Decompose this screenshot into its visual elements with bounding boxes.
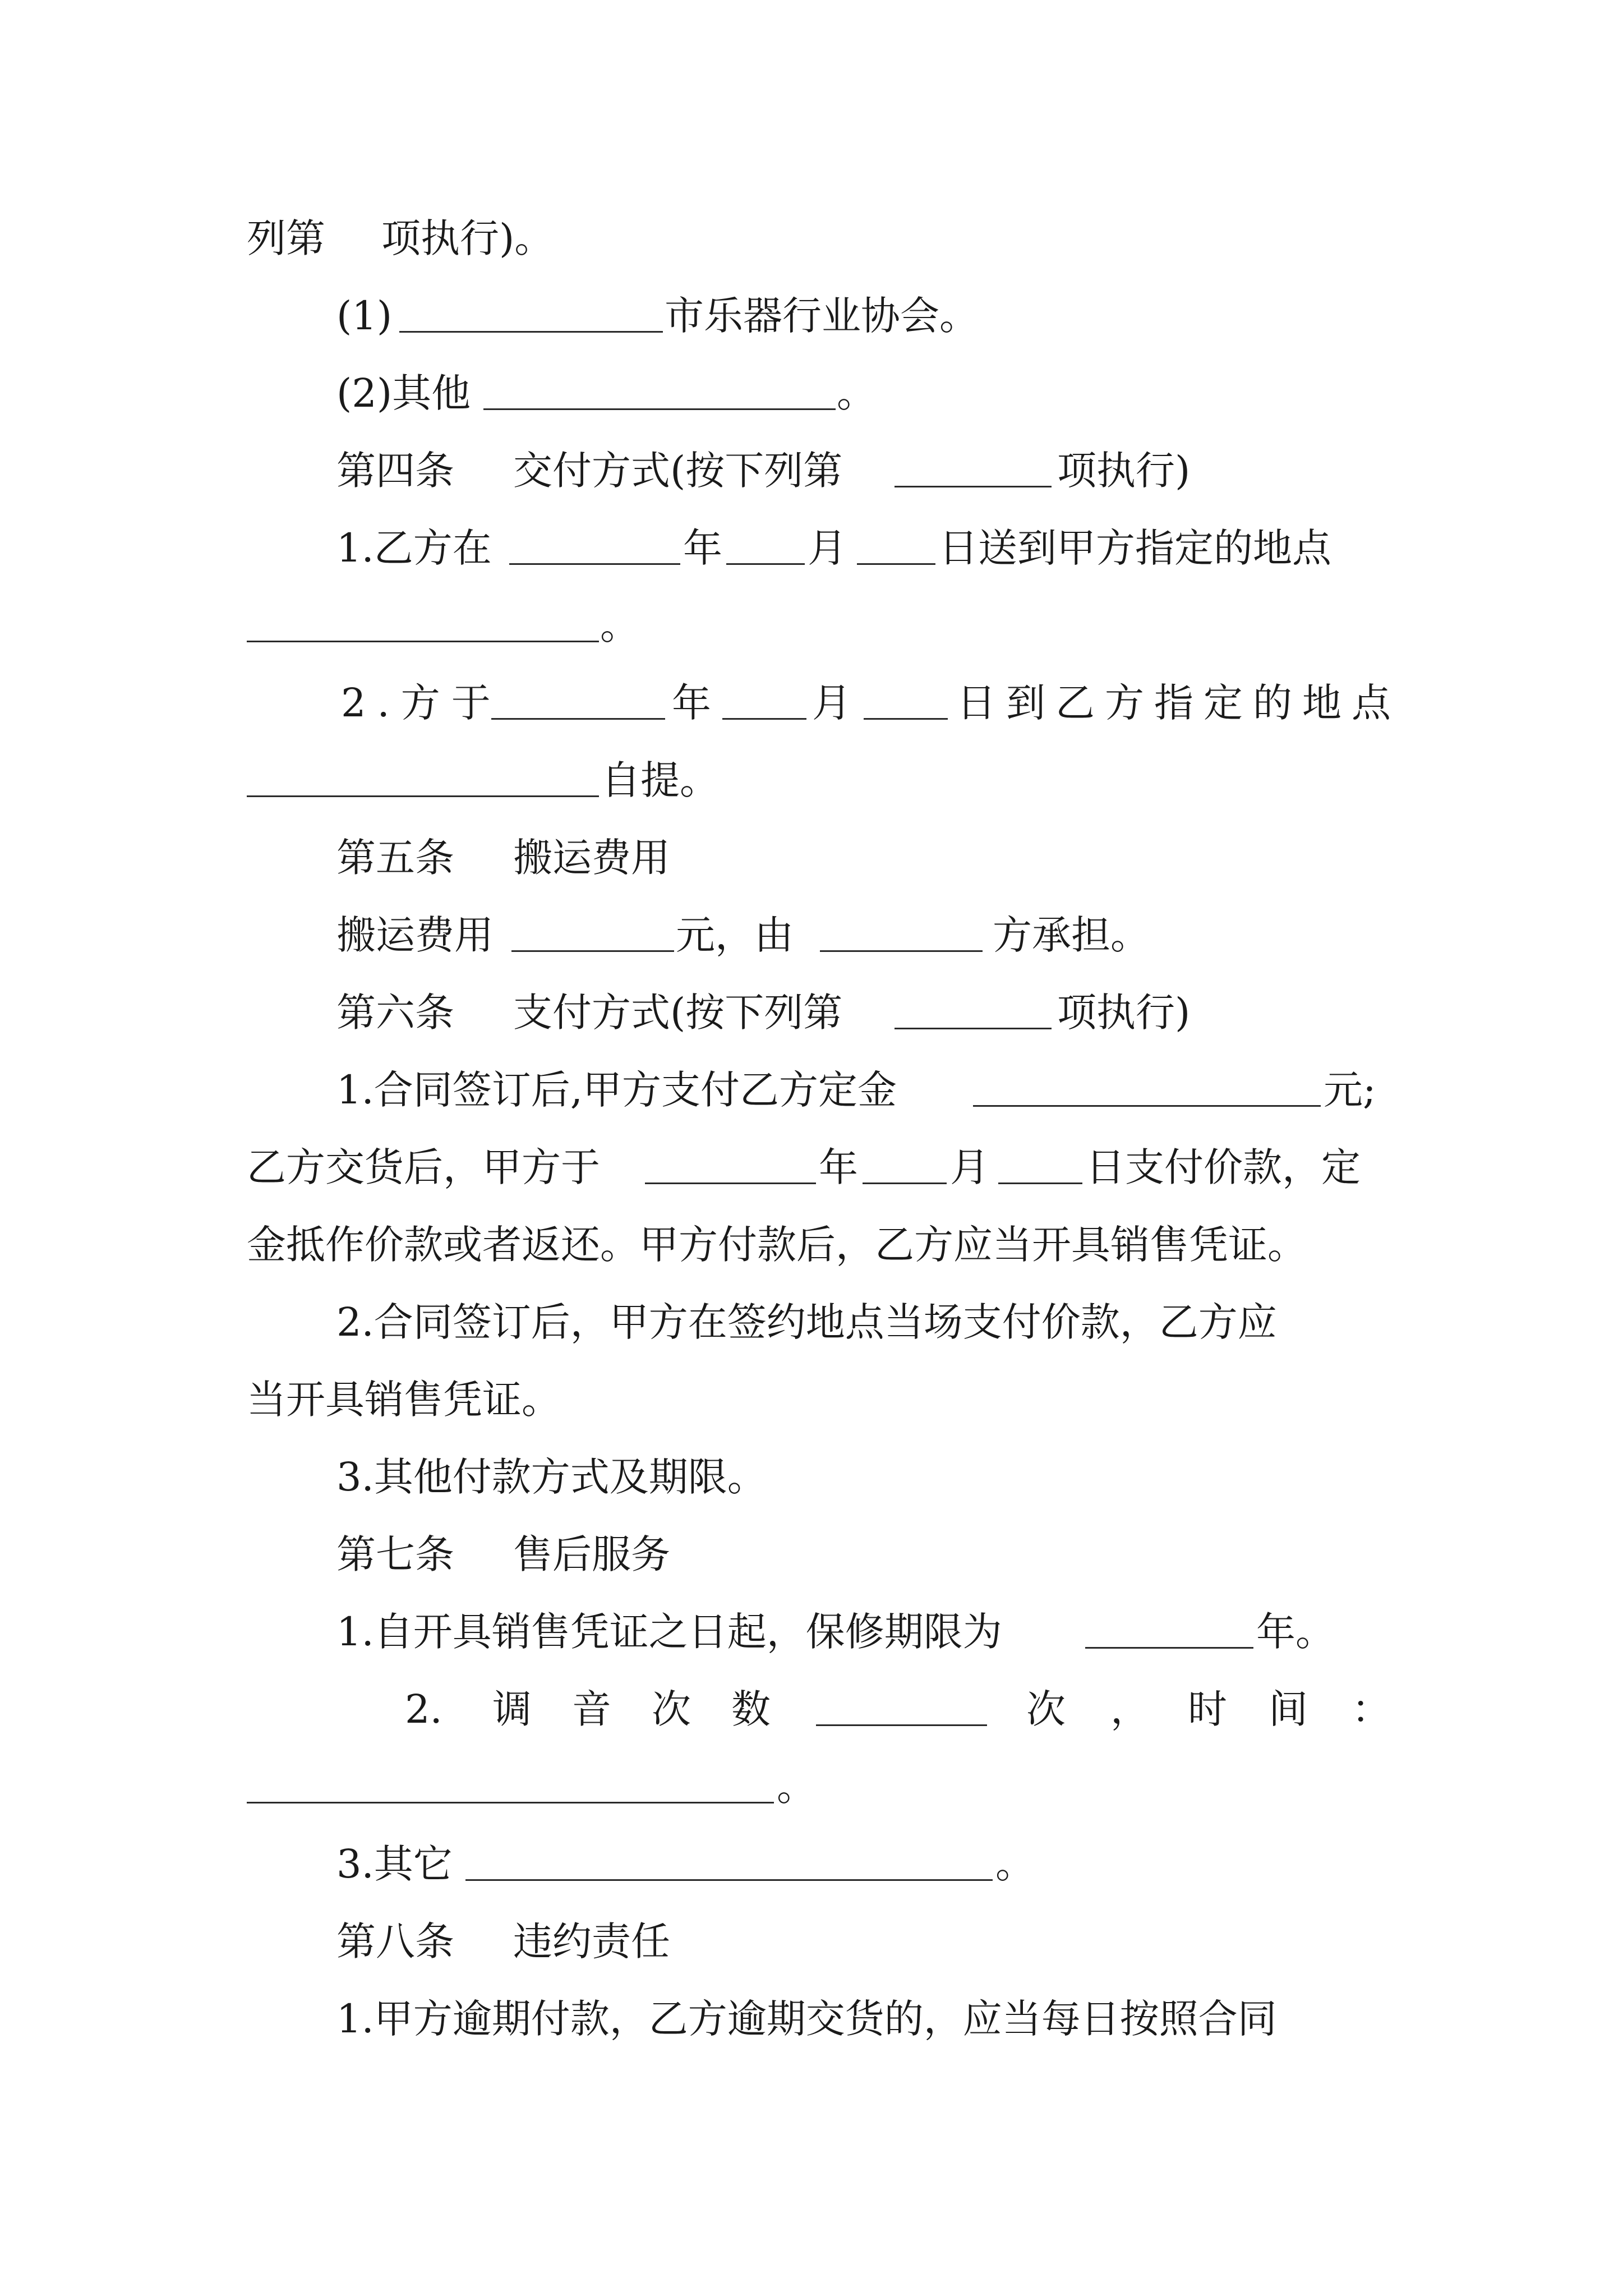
blank-underline bbox=[820, 950, 983, 952]
line-text: 当开具销售凭证。 bbox=[247, 1377, 561, 1423]
text-line bbox=[0, 749, 1623, 811]
line-text: 月 bbox=[950, 1144, 989, 1190]
article-title: 售后服务 bbox=[513, 1531, 670, 1577]
line-text: 日支付价款，定 bbox=[1086, 1144, 1361, 1190]
line-text: 金抵作价款或者返还。甲方付款后，乙方应当开具销售凭证。 bbox=[247, 1222, 1307, 1268]
line-text: 元; bbox=[1324, 1067, 1376, 1113]
line-text: 。 bbox=[777, 1764, 816, 1810]
blank-underline bbox=[973, 1105, 1321, 1107]
line-text: 年 bbox=[819, 1144, 858, 1190]
blank-underline bbox=[645, 1182, 816, 1184]
article-number: 第四条 bbox=[336, 448, 454, 494]
line-text: 数 bbox=[731, 1686, 771, 1732]
line-text: 项执行) bbox=[1057, 990, 1191, 1036]
line-text: 1.合同签订后,甲方支付乙方定金 bbox=[336, 1067, 897, 1113]
article-number: 第六条 bbox=[336, 990, 454, 1036]
line-text: 3.其它 bbox=[336, 1841, 453, 1887]
article-number: 第五条 bbox=[336, 835, 454, 881]
line-text: 列第 bbox=[247, 215, 325, 261]
line-text: (1) bbox=[336, 293, 393, 339]
article-title: 交付方式(按下列第 bbox=[513, 448, 843, 494]
blank-underline bbox=[511, 950, 674, 952]
blank-underline bbox=[247, 1802, 774, 1803]
blank-underline bbox=[465, 1879, 993, 1881]
text-line bbox=[0, 285, 1623, 347]
blank-underline bbox=[722, 718, 806, 720]
blank-underline bbox=[509, 563, 680, 565]
article-title: 违约责任 bbox=[513, 1918, 670, 1964]
article-heading bbox=[0, 827, 1623, 889]
line-text: 月 bbox=[808, 525, 847, 571]
blank-underline bbox=[998, 1182, 1082, 1184]
line-text: 间 bbox=[1269, 1686, 1308, 1732]
blank-underline bbox=[247, 641, 599, 642]
text-line bbox=[0, 595, 1623, 656]
line-text: ： bbox=[1352, 1686, 1391, 1732]
text-line bbox=[0, 208, 1623, 269]
line-text: 。 bbox=[600, 602, 639, 648]
text-line bbox=[0, 1833, 1623, 1895]
line-text: 年 bbox=[683, 525, 722, 571]
line-text: 方承担。 bbox=[993, 912, 1150, 958]
line-text: 乙方交货后，甲方于 bbox=[247, 1144, 600, 1190]
line-text: 1.甲方逾期付款，乙方逾期交货的，应当每日按照合同 bbox=[336, 1996, 1277, 2042]
blank-underline bbox=[864, 718, 948, 720]
text-line bbox=[0, 1988, 1623, 2050]
line-text: 日送到甲方指定的地点 bbox=[939, 525, 1331, 571]
text-line bbox=[0, 904, 1623, 966]
article-title: 搬运费用 bbox=[513, 835, 670, 881]
text-line bbox=[0, 1214, 1623, 1276]
blank-underline bbox=[816, 1724, 987, 1726]
text-line bbox=[0, 517, 1623, 579]
line-text: ， bbox=[1110, 1686, 1150, 1732]
line-text: 年 bbox=[672, 680, 711, 726]
text-line bbox=[0, 1446, 1623, 1508]
blank-underline bbox=[863, 1182, 947, 1184]
blank-underline bbox=[895, 1028, 1052, 1029]
article-heading bbox=[0, 982, 1623, 1043]
line-text: 2. bbox=[405, 1686, 442, 1732]
blank-underline bbox=[895, 486, 1052, 487]
article-heading bbox=[0, 440, 1623, 501]
blank-underline bbox=[491, 718, 665, 720]
line-text: 元，由 bbox=[676, 912, 794, 958]
article-heading bbox=[0, 1524, 1623, 1585]
line-text: 调 bbox=[492, 1686, 532, 1732]
article-title: 支付方式(按下列第 bbox=[513, 990, 843, 1036]
line-text: 音 bbox=[572, 1686, 611, 1732]
line-text: 次 bbox=[1026, 1686, 1066, 1732]
line-text: 项执行)。 bbox=[381, 215, 554, 261]
line-text: 1.乙方在 bbox=[336, 525, 492, 571]
text-line bbox=[0, 1137, 1623, 1198]
line-text: 1.自开具销售凭证之日起，保修期限为 bbox=[336, 1609, 1002, 1655]
blank-underline bbox=[1085, 1647, 1253, 1649]
text-line bbox=[0, 1059, 1623, 1121]
article-number: 第八条 bbox=[336, 1918, 454, 1964]
line-text: 搬运费用 bbox=[336, 912, 494, 958]
text-line bbox=[0, 1756, 1623, 1818]
line-text: 日到乙方指定的地点 bbox=[957, 680, 1401, 726]
line-text: 年。 bbox=[1256, 1609, 1335, 1655]
blank-underline bbox=[726, 563, 805, 565]
line-text: 3.其他付款方式及期限。 bbox=[336, 1454, 767, 1500]
blank-underline bbox=[483, 408, 836, 410]
article-heading bbox=[0, 1911, 1623, 1972]
line-text: (2)其他 bbox=[336, 370, 471, 416]
line-text: 2.合同签订后，甲方在签约地点当场支付价款，乙方应 bbox=[336, 1299, 1277, 1345]
line-text: 。 bbox=[995, 1841, 1035, 1887]
line-text: 时 bbox=[1188, 1686, 1227, 1732]
line-text: 项执行) bbox=[1057, 448, 1191, 494]
blank-underline bbox=[247, 795, 599, 797]
text-line bbox=[0, 1678, 1623, 1740]
line-text: 市乐器行业协会。 bbox=[665, 293, 979, 339]
blank-underline bbox=[399, 331, 663, 333]
line-text: 自提。 bbox=[601, 757, 719, 803]
text-line bbox=[0, 1369, 1623, 1430]
line-text: 月 bbox=[812, 680, 851, 726]
text-line bbox=[0, 672, 1623, 734]
line-text: 次 bbox=[652, 1686, 691, 1732]
text-line bbox=[0, 362, 1623, 424]
text-line bbox=[0, 1291, 1623, 1353]
article-number: 第七条 bbox=[336, 1531, 454, 1577]
text-line bbox=[0, 1601, 1623, 1663]
line-text: 。 bbox=[837, 370, 876, 416]
blank-underline bbox=[857, 563, 935, 565]
line-text: 2.方于 bbox=[341, 680, 502, 726]
